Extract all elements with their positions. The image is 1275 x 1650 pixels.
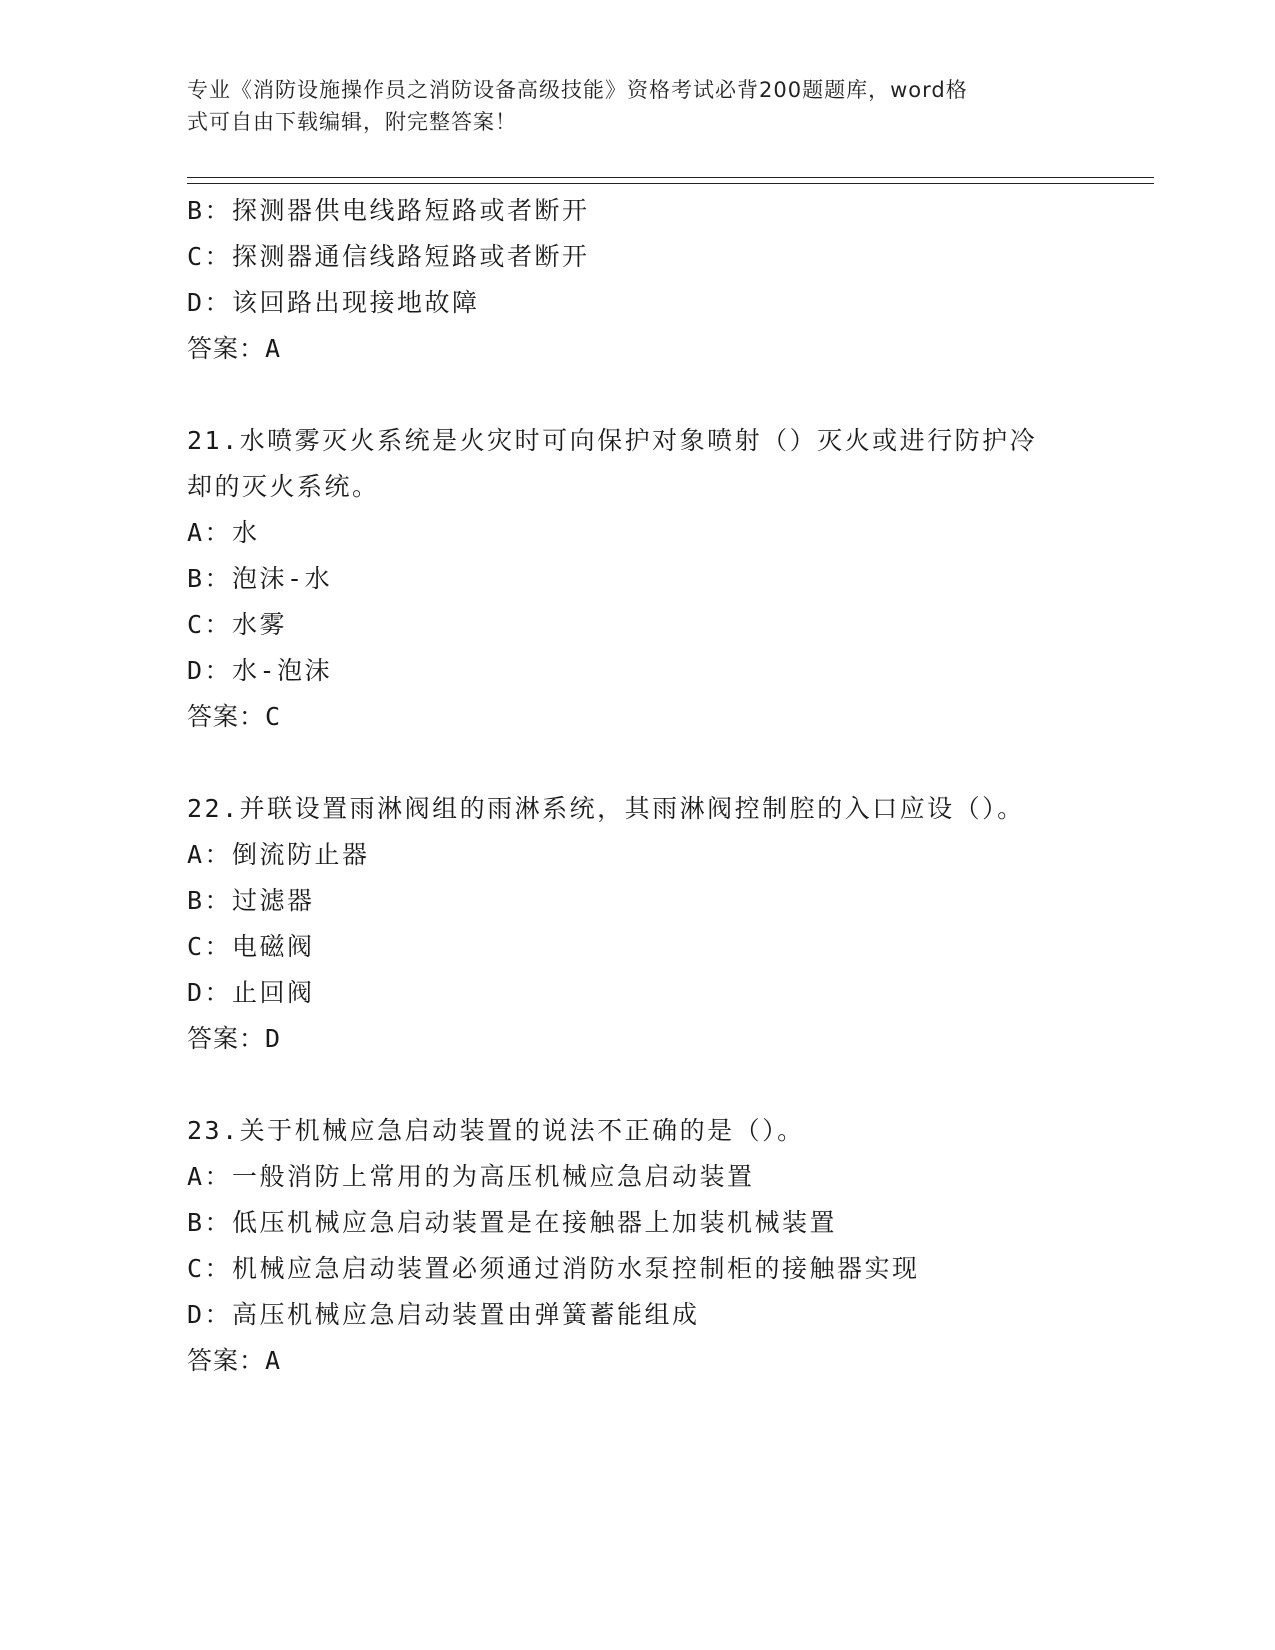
question-stem-line-2: 却的灭火系统。 xyxy=(187,472,380,501)
question-stem: 22.并联设置雨淋阀组的雨淋系统，其雨淋阀控制腔的入口应设（）。 xyxy=(187,794,1025,823)
answer-line xyxy=(187,326,1087,372)
option-b: B：过滤器 xyxy=(187,886,315,915)
option-b: B：低压机械应急启动装置是在接触器上加装机械装置 xyxy=(187,1208,838,1237)
option-a: A：水 xyxy=(187,518,260,547)
option-d: D：止回阀 xyxy=(187,978,315,1007)
option-d: D：水-泡沫 xyxy=(187,656,333,685)
option-a: A：一般消防上常用的为高压机械应急启动装置 xyxy=(187,1162,755,1191)
question-list xyxy=(187,188,1087,1384)
question-stem: 23.关于机械应急启动装置的说法不正确的是（）。 xyxy=(187,1116,805,1145)
option-b: B：泡沫-水 xyxy=(187,564,333,593)
answer-value: A xyxy=(265,334,283,363)
answer-value: C xyxy=(265,702,283,731)
answer-line xyxy=(187,1338,1087,1384)
answer-line xyxy=(187,694,1087,740)
option-d: D：高压机械应急启动装置由弹簧蓄能组成 xyxy=(187,1300,700,1329)
spacer xyxy=(187,740,1087,786)
option-c: C：电磁阀 xyxy=(187,932,315,961)
header-line-1: 专业《消防设施操作员之消防设备高级技能》资格考试必背200题题库，word格 xyxy=(187,78,968,102)
header-divider-top xyxy=(187,177,1154,178)
answer-label: 答案： xyxy=(187,1024,266,1053)
option-b: B：探测器供电线路短路或者断开 xyxy=(187,196,590,225)
spacer xyxy=(187,372,1087,418)
answer-label: 答案： xyxy=(187,702,266,731)
answer-value: D xyxy=(265,1024,283,1053)
option-d: D：该回路出现接地故障 xyxy=(187,288,480,317)
document-header xyxy=(187,74,1067,138)
question-stem-line-1: 21.水喷雾灭火系统是火灾时可向保护对象喷射（）灭火或进行防护冷 xyxy=(187,426,1038,455)
spacer xyxy=(187,1062,1087,1108)
answer-label: 答案： xyxy=(187,1346,266,1375)
question-block-20 xyxy=(187,188,1087,372)
answer-label: 答案： xyxy=(187,334,266,363)
option-a: A：倒流防止器 xyxy=(187,840,370,869)
option-c: C：水雾 xyxy=(187,610,288,639)
answer-line xyxy=(187,1016,1087,1062)
header-divider-bottom xyxy=(187,183,1154,184)
answer-value: A xyxy=(265,1346,283,1375)
header-line-2: 式可自由下载编辑，附完整答案！ xyxy=(187,110,517,134)
question-block-21 xyxy=(187,418,1087,740)
question-block-22 xyxy=(187,786,1087,1062)
question-block-23 xyxy=(187,1108,1087,1384)
option-c: C：机械应急启动装置必须通过消防水泵控制柜的接触器实现 xyxy=(187,1254,920,1283)
option-c: C：探测器通信线路短路或者断开 xyxy=(187,242,590,271)
